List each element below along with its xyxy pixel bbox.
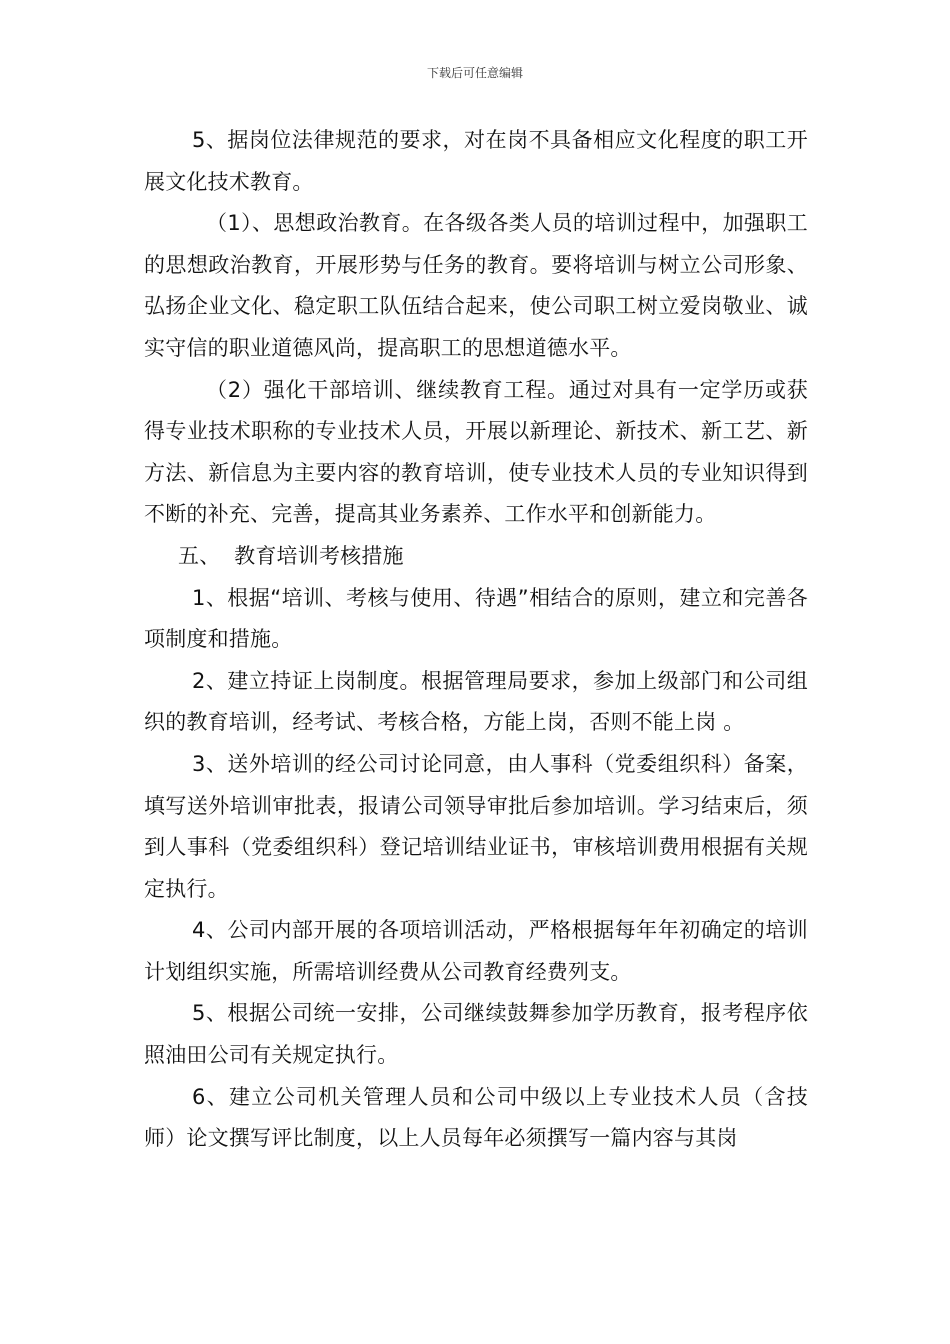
section-heading-assessment-measures: 五、 教育培训考核措施 <box>178 543 404 568</box>
paragraph-measure-5: 5、根据公司统一安排，公司继续鼓舞参加学历教育，报考程序依照油田公司有关规定执行。 <box>144 1001 808 1068</box>
paragraph-cadre-training: （2）强化干部培训、继续教育工程。通过对具有一定学历或获得专业技术职称的专业技术人员，开展以新理论、新技术、新工艺、新方法、新信息为主要内容的教育培训，使专业技术人员的专业知识得到不断的补充、完善，提高其业务素养、工作水平和创新能力。 <box>144 377 808 527</box>
document-body <box>144 120 808 1160</box>
paragraph-measure-3: 3、送外培训的经公司讨论同意，由人事科（党委组织科）备案，填写送外培训审批表，报请公司领导审批后参加培训。学习结束后，须到人事科（党委组织科）登记培训结业证书，审核培训费用根据有关规定执行。 <box>144 751 808 901</box>
paragraph-measure-2: 2、建立持证上岗制度。根据管理局要求，参加上级部门和公司组织的教育培训，经考试、考核合格，方能上岗，否则不能上岗 。 <box>144 668 808 735</box>
paragraph-political-education: （1）、思想政治教育。在各级各类人员的培训过程中，加强职工的思想政治教育，开展形势与任务的教育。要将培训与树立公司形象、弘扬企业文化、稳定职工队伍结合起来，使公司职工树立爱岗敬业、诚实守信的职业道德风尚，提高职工的思想道德水平。 <box>144 211 808 360</box>
paragraph-item-5-culture-education: 5、据岗位法律规范的要求，对在岗不具备相应文化程度的职工开展文化技术教育。 <box>144 128 808 194</box>
page-header-note: 下载后可任意编辑 <box>426 66 523 80</box>
paragraph-measure-1: 1、根据“培训、考核与使用、待遇”相结合的原则，建立和完善各项制度和措施。 <box>144 585 808 652</box>
paragraph-measure-4: 4、公司内部开展的各项培训活动，严格根据每年年初确定的培训计划组织实施，所需培训经费从公司教育经费列支。 <box>144 918 808 984</box>
paragraph-measure-6: 6、建立公司机关管理人员和公司中级以上专业技术人员（含技师）论文撰写评比制度，以上人员每年必须撰写一篇内容与其岗 <box>144 1084 808 1151</box>
